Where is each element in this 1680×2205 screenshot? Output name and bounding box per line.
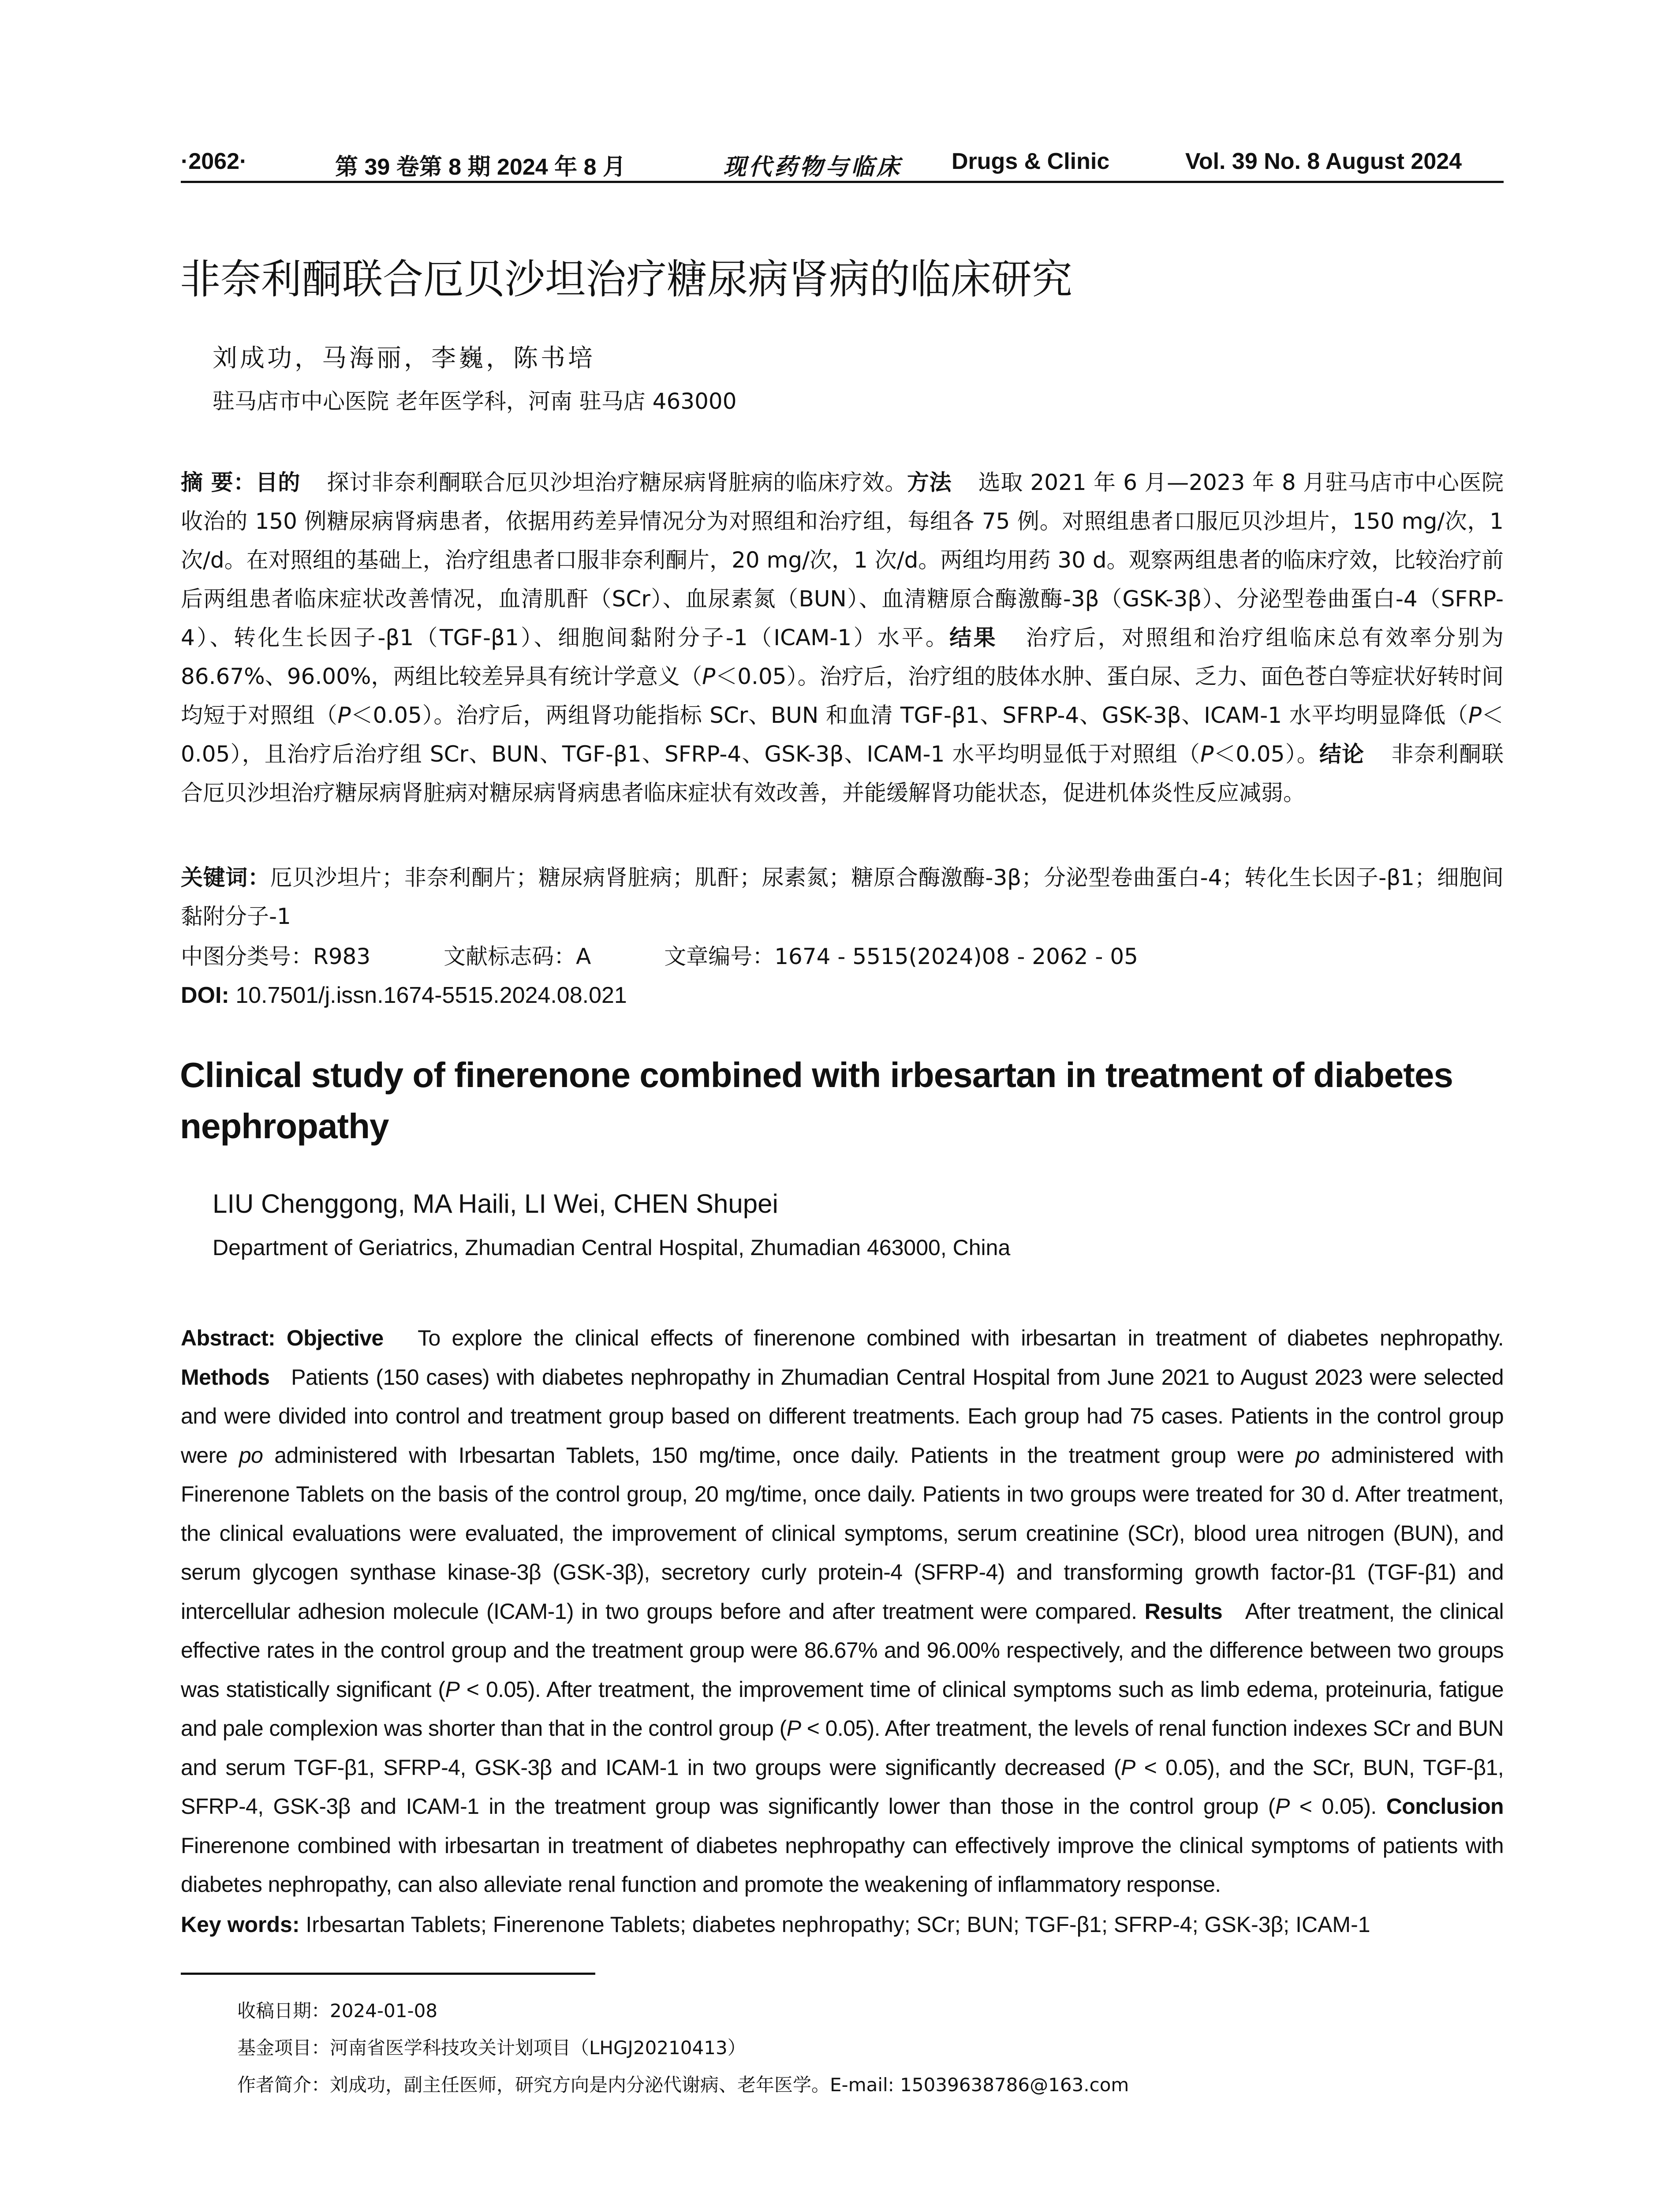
results-cn-4: ＜0.05），且治疗后治疗组 SCr、BUN、TGF-β1、SFRP-4、GSK-3β、ICAM-1 水平均明显低于对照组（ bbox=[181, 703, 1504, 767]
journal-name-cn: 现代药物与临床 bbox=[723, 154, 903, 180]
p-value-symbol: P bbox=[786, 1716, 801, 1741]
keywords-list-cn: 厄贝沙坦片；非奈利酮片；糖尿病肾脏病；肌酐；尿素氮；糖原合酶激酶-3β；分泌型卷曲蛋白-4；转化生长因子-β1；细胞间黏附分子-1 bbox=[181, 865, 1504, 929]
objective-label-en: Objective bbox=[286, 1326, 384, 1350]
results-en-2: < 0.05). After treatment, the improvement time of clinical symptoms such as limb edema, proteinuria, fatigue and pale complexion was shorter than that in the control group ( bbox=[181, 1677, 1504, 1741]
fund-project: 基金项目：河南省医学科技攻关计划项目（LHGJ20210413） bbox=[237, 2037, 746, 2059]
authors-cn: 刘成功，马海丽，李巍，陈书培 bbox=[213, 344, 595, 373]
conclusion-label-en: Conclusion bbox=[1386, 1794, 1504, 1819]
results-cn-1: 治疗后，对照组和治疗组临床总有效率分别为 86.67%、96.00%，两组比较差异具有统计学意义（ bbox=[181, 625, 1504, 689]
route-po: po bbox=[239, 1443, 263, 1468]
clc-number: 中图分类号：R983 bbox=[181, 944, 371, 969]
p-value-symbol: P bbox=[1120, 1755, 1135, 1780]
conclusion-cn: 非奈利酮联合厄贝沙坦治疗糖尿病肾脏病对糖尿病肾病患者临床症状有效改善，并能缓解肾功能状态，促进机体炎性反应减弱。 bbox=[181, 741, 1504, 806]
volume-cn: 第 39 卷第 8 期 2024 年 8 月 bbox=[335, 154, 626, 180]
classification-line bbox=[181, 937, 1204, 976]
methods-en-1: Patients (150 cases) with diabetes nephropathy in Zhumadian Central Hospital from June 2021 to August 2023 were selected and were divided into control and treatment group based on different treatments. Each group had 75 cases. Patients in the control group were bbox=[181, 1364, 1504, 1468]
article-number: 文章编号：1674 - 5515(2024)08 - 2062 - 05 bbox=[664, 944, 1138, 969]
objective-label-cn: 目的 bbox=[255, 470, 300, 495]
author-bio: 作者简介：刘成功，副主任医师，研究方向是内分泌代谢病、老年医学。E-mail: 15039638786@163.com bbox=[237, 2074, 1129, 2096]
title-en: Clinical study of finerenone combined with irbesartan in treatment of diabetes nephropathy bbox=[180, 1055, 1453, 1146]
results-label-en: Results bbox=[1144, 1599, 1223, 1624]
p-value-symbol: P bbox=[1200, 741, 1214, 767]
doi-label: DOI: bbox=[181, 983, 229, 1008]
results-en-5: < 0.05). bbox=[1289, 1794, 1377, 1819]
results-label-cn: 结果 bbox=[949, 625, 998, 650]
footnote-divider bbox=[181, 1973, 595, 1975]
footnotes bbox=[237, 1992, 1129, 2104]
keywords-label-en: Key words: bbox=[181, 1912, 300, 1937]
authors-en: LIU Chenggong, MA Haili, LI Wei, CHEN Shupei bbox=[213, 1189, 778, 1218]
results-cn-5: ＜0.05）。 bbox=[1213, 741, 1319, 767]
journal-name-en: Drugs & Clinic bbox=[952, 149, 1110, 174]
results-en-1: After treatment, the clinical effective rates in the control group and the treatment group were 86.67% and 96.00% respectively, and the difference between two groups was statistically significant ( bbox=[181, 1599, 1504, 1702]
received-date: 收稿日期：2024-01-08 bbox=[237, 2000, 438, 2022]
p-value-symbol: P bbox=[1468, 703, 1482, 728]
volume-en: Vol. 39 No. 8 August 2024 bbox=[1185, 149, 1462, 174]
p-value-symbol: P bbox=[1275, 1794, 1290, 1819]
abstract-label-en: Abstract: bbox=[181, 1326, 276, 1350]
methods-label-cn: 方法 bbox=[907, 470, 952, 495]
p-value-symbol: P bbox=[445, 1677, 460, 1702]
keywords-list-en: Irbesartan Tablets; Finerenone Tablets; diabetes nephropathy; SCr; BUN; TGF-β1; SFRP-4; GSK-3β; ICAM-1 bbox=[299, 1912, 1370, 1937]
objective-en: To explore the clinical effects of finerenone combined with irbesartan in treatment of diabetes nephropathy. bbox=[418, 1326, 1504, 1350]
page-number: ·2062· bbox=[181, 149, 247, 174]
keywords-cn bbox=[181, 858, 1504, 936]
objective-cn: 探讨非奈利酮联合厄贝沙坦治疗糖尿病肾脏病的临床疗效。 bbox=[326, 470, 907, 495]
results-cn-3: ＜0.05）。治疗后，两组肾功能指标 SCr、BUN 和血清 TGF-β1、SFRP-4、GSK-3β、ICAM-1 水平均明显降低（ bbox=[351, 703, 1468, 728]
results-en-3: < 0.05). After treatment, the levels of renal function indexes SCr and BUN and serum TGF-β1, SFRP-4, GSK-3β and ICAM-1 in two groups were significantly decreased ( bbox=[181, 1716, 1504, 1780]
p-value-symbol: P bbox=[337, 703, 351, 728]
keywords-en bbox=[181, 1905, 1504, 1944]
doi-line bbox=[181, 976, 627, 1015]
conclusion-en: Finerenone combined with irbesartan in treatment of diabetes nephropathy can effectively improve the clinical symptoms of patients with diabetes nephropathy, can also alleviate renal function and promote the weakening of inflammatory response. bbox=[181, 1833, 1504, 1897]
conclusion-label-cn: 结论 bbox=[1319, 741, 1365, 767]
doi-value: 10.7501/j.issn.1674-5515.2024.08.021 bbox=[229, 983, 627, 1008]
affiliation-en: Department of Geriatrics, Zhumadian Central Hospital, Zhumadian 463000, China bbox=[213, 1235, 1011, 1260]
methods-label-en: Methods bbox=[181, 1364, 270, 1390]
abstract-label-cn: 摘 要： bbox=[181, 470, 256, 495]
methods-en-2: administered with Irbesartan Tablets, 150 mg/time, once daily. Patients in the treatment group were bbox=[263, 1443, 1296, 1468]
results-cn-2: ＜0.05）。治疗后，治疗组的肢体水肿、蛋白尿、乏力、面色苍白等症状好转时间均短于对照组（ bbox=[181, 664, 1504, 728]
results-en-4: < 0.05), and the SCr, BUN, TGF-β1, SFRP-4, GSK-3β and ICAM-1 in the treatment group was significantly lower than those in the control group ( bbox=[181, 1755, 1504, 1819]
keywords-label-cn: 关键词： bbox=[181, 865, 270, 890]
abstract-en bbox=[181, 1319, 1504, 1904]
abstract-cn bbox=[181, 463, 1504, 812]
document-code: 文献标志码：A bbox=[444, 944, 591, 969]
methods-en-3: administered with Finerenone Tablets on the basis of the control group, 20 mg/time, once daily. Patients in two groups were treated for 30 d. After treatment, the clinical evaluations were evaluated, the improvement of clinical symptoms, serum creatinine (SCr), blood urea nitrogen (BUN), and serum glycogen synthase kinase-3β (GSK-3β), secretory curly protein-4 (SFRP-4) and transforming growth factor-β1 (TGF-β1) and intercellular adhesion molecule (ICAM-1) in two groups before and after treatment were compared. bbox=[181, 1443, 1504, 1624]
methods-cn: 选取 2021 年 6 月—2023 年 8 月驻马店市中心医院收治的 150 例糖尿病肾病患者，依据用药差异情况分为对照组和治疗组，每组各 75 例。对照组患者口服厄贝沙坦片，150 mg/次，1 次/d。在对照组的基础上，治疗组患者口服非奈利酮片，20 mg/次，1 次/d。两组均用药 30 d。观察两组患者的临床疗效，比较治疗前后两组患者临床症状改善情况，血清肌酐（SCr）、血尿素氮（BUN）、血清糖原合酶激酶-3β（GSK-3β）、分泌型卷曲蛋白-4（SFRP-4）、转化生长因子-β1（TGF-β1）、细胞间黏附分子-1（ICAM-1）水平。 bbox=[181, 470, 1504, 650]
affiliation-cn: 驻马店市中心医院 老年医学科，河南 驻马店 463000 bbox=[213, 389, 737, 414]
p-value-symbol: P bbox=[702, 664, 716, 689]
title-cn: 非奈利酮联合厄贝沙坦治疗糖尿病肾病的临床研究 bbox=[180, 256, 1073, 303]
route-po: po bbox=[1295, 1443, 1320, 1468]
running-header bbox=[181, 140, 1504, 183]
